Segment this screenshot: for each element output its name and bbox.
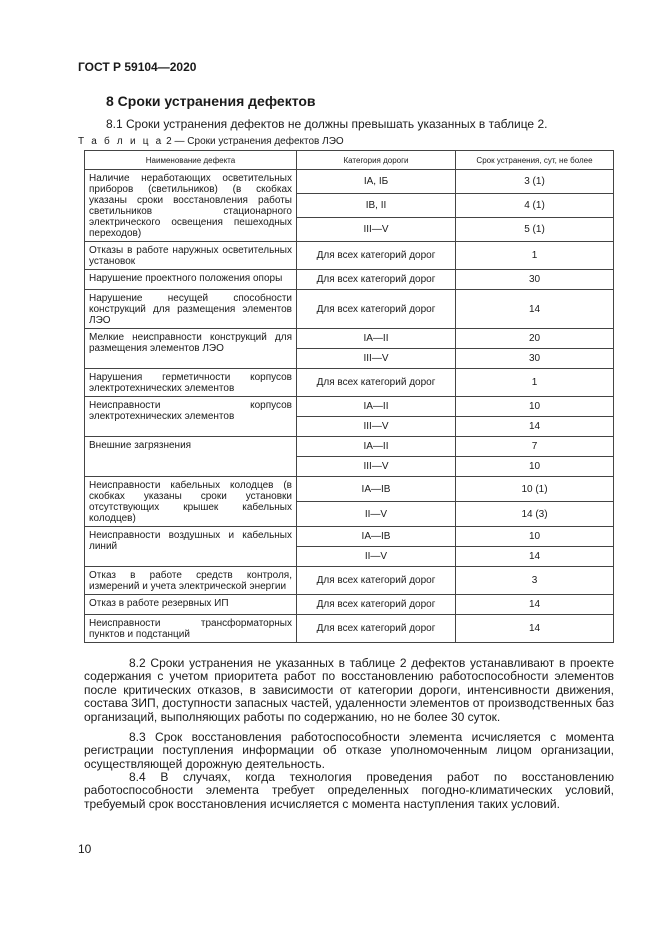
column-header-term: Срок устранения, сут, не более xyxy=(456,151,614,170)
category-cell: IA, IБ xyxy=(297,170,456,194)
table-caption xyxy=(78,136,344,147)
category-cell: Для всех категорий дорог xyxy=(297,595,456,615)
category-cell: Для всех категорий дорог xyxy=(297,270,456,290)
category-cell: IA—IB xyxy=(297,477,456,502)
term-cell: 7 xyxy=(456,437,614,457)
table-row xyxy=(85,329,614,349)
term-cell: 1 xyxy=(456,369,614,397)
term-cell: 10 xyxy=(456,457,614,477)
table-row xyxy=(85,270,614,290)
category-cell: III—V xyxy=(297,218,456,242)
category-cell: IA—II xyxy=(297,329,456,349)
table-caption-text: 2 — Сроки устранения дефектов ЛЭО xyxy=(163,136,344,147)
category-cell: II—V xyxy=(297,502,456,527)
term-cell: 5 (1) xyxy=(456,218,614,242)
table-header-row xyxy=(85,151,614,170)
term-cell: 14 (3) xyxy=(456,502,614,527)
term-cell: 3 (1) xyxy=(456,170,614,194)
term-cell: 14 xyxy=(456,417,614,437)
term-cell: 10 xyxy=(456,527,614,547)
term-cell: 1 xyxy=(456,242,614,270)
defect-name-cell: Неисправности трансформаторных пунктов и подстанций xyxy=(85,615,297,643)
category-cell: Для всех категорий дорог xyxy=(297,615,456,643)
category-cell: IA—IB xyxy=(297,527,456,547)
category-cell: III—V xyxy=(297,457,456,477)
defect-name-cell: Мелкие неисправности конструкций для размещения элементов ЛЭО xyxy=(85,329,297,369)
table-row xyxy=(85,437,614,457)
table-body xyxy=(85,170,614,643)
term-cell: 4 (1) xyxy=(456,194,614,218)
table-row xyxy=(85,397,614,417)
paragraph-text: 8.3 Срок восстановления работоспособности элемента исчисляется с момента регистрации поступления информации об отказе уполномоченным лицом организации, осуществляющей дорожную деятельность. xyxy=(84,730,614,771)
defects-table xyxy=(84,150,614,643)
term-cell: 10 xyxy=(456,397,614,417)
category-cell: III—V xyxy=(297,349,456,369)
category-cell: Для всех категорий дорог xyxy=(297,567,456,595)
category-cell: IA—II xyxy=(297,437,456,457)
category-cell: IA—II xyxy=(297,397,456,417)
category-cell: IB, II xyxy=(297,194,456,218)
category-cell: II—V xyxy=(297,547,456,567)
defect-name-cell: Наличие неработающих осветительных приборов (светильников) (в скобках указаны сроки восстановления работы светильников стационарного электрического освещения пешеходных переходов) xyxy=(85,170,297,242)
term-cell: 14 xyxy=(456,290,614,329)
paragraph-text: 8.4 В случаях, когда технология проведения работ по восстановлению работоспособности элемента требует определенных погодно-климатических условий, требуемый срок восстановления исчисляется с момента наступления таких условий. xyxy=(84,770,614,811)
defect-name-cell: Нарушения герметичности корпусов электротехнических элементов xyxy=(85,369,297,397)
category-cell: III—V xyxy=(297,417,456,437)
paragraph-8-2 xyxy=(84,657,614,724)
table-row xyxy=(85,242,614,270)
paragraph-8-4 xyxy=(84,771,614,811)
term-cell: 20 xyxy=(456,329,614,349)
page-number: 10 xyxy=(78,842,92,856)
table-row xyxy=(85,369,614,397)
defect-name-cell: Нарушение несущей способности конструкций для размещения элементов ЛЭО xyxy=(85,290,297,329)
defect-name-cell: Внешние загрязнения xyxy=(85,437,297,477)
table-row xyxy=(85,595,614,615)
table-row xyxy=(85,170,614,194)
defect-name-cell: Неисправности корпусов электротехнических элементов xyxy=(85,397,297,437)
paragraph-8-3 xyxy=(84,731,614,771)
column-header-defect: Наименование дефекта xyxy=(85,151,297,170)
defect-name-cell: Неисправности воздушных и кабельных линий xyxy=(85,527,297,567)
intro-paragraph: 8.1 Сроки устранения дефектов не должны превышать указанных в таблице 2. xyxy=(106,117,548,131)
table-row xyxy=(85,567,614,595)
table-row xyxy=(85,290,614,329)
term-cell: 10 (1) xyxy=(456,477,614,502)
defect-name-cell: Неисправности кабельных колодцев (в скобках указаны сроки установки отсутствующих крышек кабельных колодцев) xyxy=(85,477,297,527)
category-cell: Для всех категорий дорог xyxy=(297,242,456,270)
category-cell: Для всех категорий дорог xyxy=(297,369,456,397)
document-code: ГОСТ Р 59104—2020 xyxy=(78,60,197,74)
defect-name-cell: Нарушение проектного положения опоры xyxy=(85,270,297,290)
term-cell: 3 xyxy=(456,567,614,595)
table-row xyxy=(85,615,614,643)
table-row xyxy=(85,477,614,502)
term-cell: 14 xyxy=(456,615,614,643)
category-cell: Для всех категорий дорог xyxy=(297,290,456,329)
section-title: 8 Сроки устранения дефектов xyxy=(106,93,316,109)
column-header-category: Категория дороги xyxy=(297,151,456,170)
defect-name-cell: Отказы в работе наружных осветительных установок xyxy=(85,242,297,270)
term-cell: 30 xyxy=(456,270,614,290)
term-cell: 30 xyxy=(456,349,614,369)
defect-name-cell: Отказ в работе резервных ИП xyxy=(85,595,297,615)
table-row xyxy=(85,527,614,547)
defect-name-cell: Отказ в работе средств контроля, измерений и учета электрической энергии xyxy=(85,567,297,595)
paragraph-text: 8.2 Сроки устранения не указанных в таблице 2 дефектов устанавливают в проекте содержания с учетом приоритета работ по восстановлению работоспособности элементов после критических отказов, в зависимости от категории дороги, интенсивности движения, состава ЗИП, доступности запасных частей, удаленности элементов от производственных баз организаций, выполняющих работы по содержанию, но не более 30 суток. xyxy=(84,656,614,724)
table-caption-prefix: Т а б л и ц а xyxy=(78,136,164,147)
term-cell: 14 xyxy=(456,595,614,615)
term-cell: 14 xyxy=(456,547,614,567)
